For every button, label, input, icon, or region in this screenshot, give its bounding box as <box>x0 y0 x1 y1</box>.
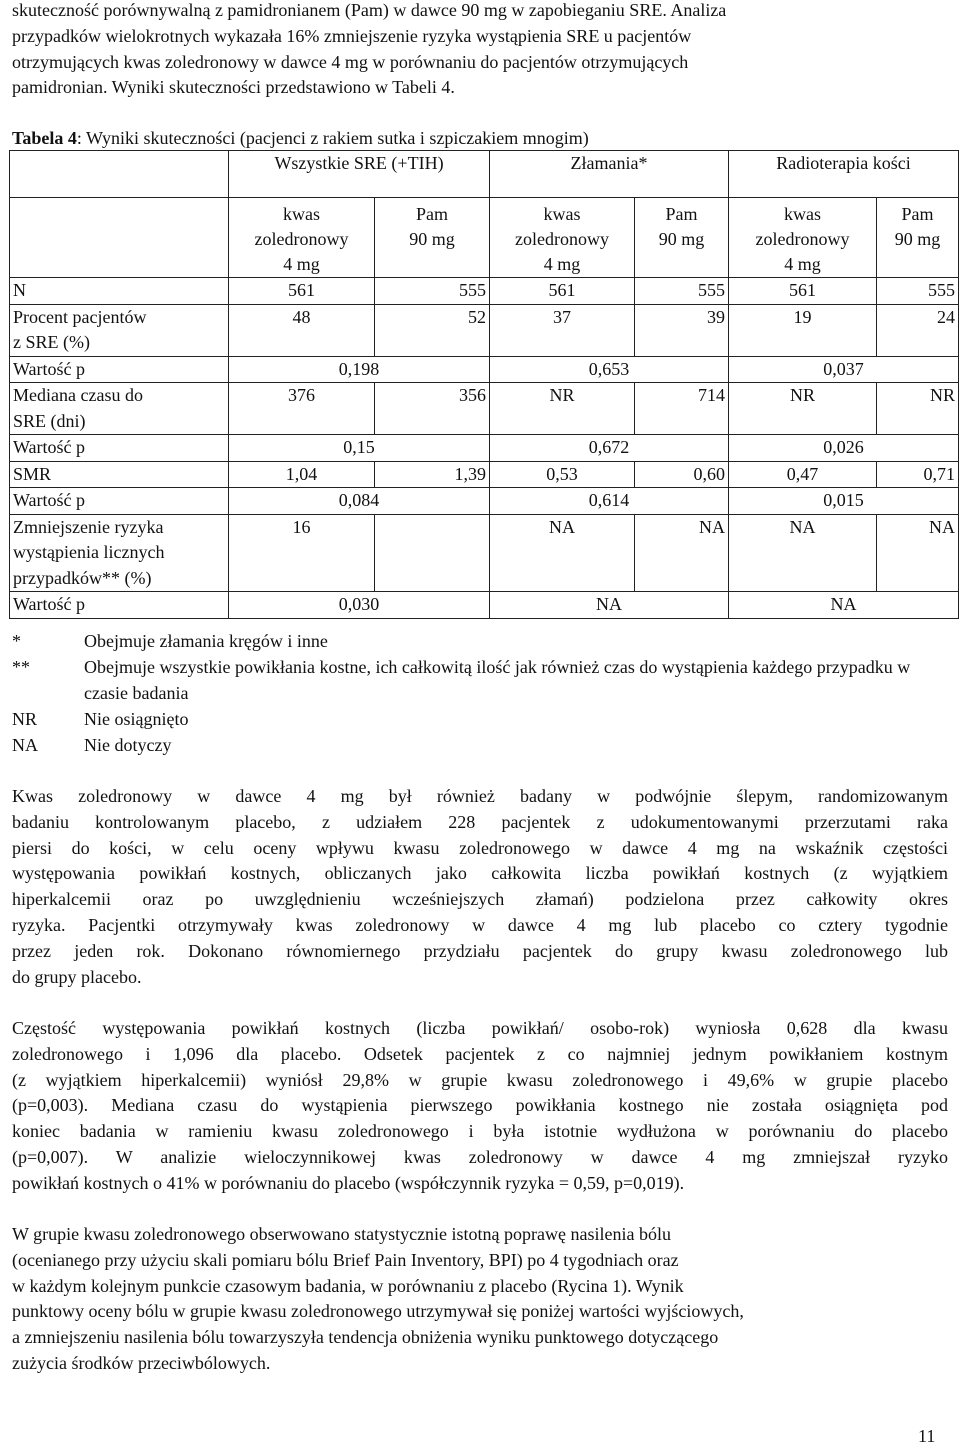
cell-value: 39 <box>707 306 725 327</box>
cell-value: 376 <box>288 385 315 405</box>
row-label-line: SRE (dni) <box>13 410 86 431</box>
row-label-line: przypadków** (%) <box>13 567 152 588</box>
p-value-cell <box>490 592 729 619</box>
value-cell <box>490 278 635 305</box>
table-subheader <box>375 198 490 278</box>
value-cell <box>490 383 635 435</box>
value-cell <box>375 383 490 435</box>
table-subheader-row <box>10 198 959 278</box>
text-line: w każdym kolejnym punkcie czasowym badania, w porównaniu z placebo (Rycina 1). Wynik <box>12 1275 684 1296</box>
footnote-text: Nie osiągnięto <box>84 709 189 729</box>
table-subheader <box>877 198 959 278</box>
value-cell <box>877 514 959 592</box>
value-cell <box>877 461 959 488</box>
text-line: a zmniejszeniu nasilenia bólu towarzyszyła tendencja obniżenia wyniku punktowego dotyczącego <box>12 1327 719 1348</box>
text-line: otrzymujących kwas zoledronowy w dawce 4 mg w porównaniu do pacjentów otrzymujących <box>12 51 689 72</box>
value-cell <box>375 304 490 356</box>
table-row <box>10 356 959 383</box>
cell-value: 0,53 <box>546 463 578 484</box>
intro-paragraph <box>12 0 948 101</box>
cell-value: 561 <box>548 280 576 300</box>
cell-value: 561 <box>288 280 315 300</box>
cell-value: NA <box>789 516 816 537</box>
p-value-cell <box>490 356 729 383</box>
table-row <box>10 278 959 305</box>
p-value-cell <box>729 435 959 462</box>
row-label <box>10 592 229 619</box>
table-subheader <box>635 198 729 278</box>
row-label <box>10 514 229 592</box>
cell-value: NA <box>929 516 955 537</box>
text-line: do grupy placebo. <box>12 966 142 987</box>
group-header-label: Radioterapia kości <box>776 153 911 173</box>
p-value: 0,653 <box>588 358 630 379</box>
p-value: 0,015 <box>823 490 864 510</box>
row-label-line: Zmniejszenie ryzyka <box>13 516 164 537</box>
text-line: skuteczność porównywalną z pamidronianem (Pam) w dawce 90 mg w zapobieganiu SRE. Analiza <box>12 0 727 20</box>
value-cell <box>635 514 729 592</box>
row-label-line: Wartość p <box>13 358 86 379</box>
value-cell <box>729 278 877 305</box>
table-subheader <box>229 198 375 278</box>
row-label-line: N <box>13 280 26 300</box>
value-cell <box>229 383 375 435</box>
text-line: ryzyka. Pacjentki otrzymywały kwas zoledronowy w dawce 4 mg lub placebo co cztery tygodnie <box>12 914 948 935</box>
text-line: (p=0,003). Mediana czasu do wystąpienia pierwszego powikłania kostnego nie została osiągnięta pod <box>12 1095 948 1116</box>
paragraph-pain <box>12 1222 948 1377</box>
value-cell <box>375 514 490 592</box>
cell-value: 48 <box>292 306 311 327</box>
subheader-line: kwas <box>543 204 581 224</box>
value-cell <box>635 278 729 305</box>
cell-value: 555 <box>459 280 486 300</box>
cell-value: NR <box>929 385 955 405</box>
subheader-line: 90 mg <box>894 229 941 249</box>
cell-value: 19 <box>793 306 812 327</box>
p-value: 0,672 <box>588 437 630 457</box>
footnote-key: NA <box>12 735 38 755</box>
table-group-header <box>729 151 959 198</box>
subheader-line: zoledronowy <box>755 229 850 249</box>
table-subheader <box>729 198 877 278</box>
value-cell <box>375 461 490 488</box>
cell-value: 1,39 <box>454 463 486 484</box>
row-label-line: Wartość p <box>13 490 86 510</box>
value-cell <box>729 304 877 356</box>
text-line: punktowy oceny bólu w grupie kwasu zoledronowego utrzymywał się poniżej wartości wyjściowych, <box>12 1301 744 1322</box>
row-label <box>10 278 229 305</box>
p-value: 0,614 <box>588 490 630 510</box>
table-row <box>10 461 959 488</box>
group-header-label: Złamania* <box>570 153 648 173</box>
footnote-key: NR <box>12 709 38 729</box>
subheader-line: 90 mg <box>658 229 705 249</box>
cell-value: 555 <box>698 280 725 300</box>
table-row <box>10 435 959 462</box>
p-value: NA <box>830 594 857 614</box>
row-label-line: Mediana czasu do <box>13 385 143 405</box>
row-label <box>10 461 229 488</box>
row-label-line: wystąpienia licznych <box>13 542 165 562</box>
p-value-cell <box>490 488 729 515</box>
value-cell <box>229 304 375 356</box>
cell-value: NA <box>699 516 725 537</box>
row-label <box>10 383 229 435</box>
table-group-header-row <box>10 151 959 198</box>
subheader-line: 4 mg <box>543 254 581 274</box>
text-line: występowania powikłań kostnych, obliczanych jako całkowita liczba powikłań kostnych (z wyjątkiem <box>12 863 948 884</box>
value-cell <box>490 514 635 592</box>
text-line: piersi do kości, w celu oceny wpływu kwasu zoledronowego w dawce 4 mg na wskaźnik częstości <box>12 837 948 858</box>
cell-value: 52 <box>468 306 486 327</box>
p-value-cell <box>229 488 490 515</box>
table-footnotes <box>12 628 948 758</box>
row-label <box>10 304 229 356</box>
cell-value: 561 <box>789 280 816 300</box>
table-row <box>10 488 959 515</box>
p-value: 0,026 <box>823 437 864 457</box>
table-row <box>10 304 959 356</box>
value-cell <box>229 461 375 488</box>
table-subheader <box>490 198 635 278</box>
footnote <box>12 654 948 706</box>
text-line: Częstość występowania powikłań kostnych (liczba powikłań/ osobo-rok) wyniosła 0,628 dla kwasu <box>12 1018 948 1038</box>
table-subheader-blank <box>10 198 229 278</box>
text-line: przez jeden rok. Dokonano równomiernego przydziału pacjentek do grupy kwasu zoledronowego lub <box>12 940 948 961</box>
value-cell <box>490 304 635 356</box>
cell-value: NR <box>549 385 575 405</box>
value-cell <box>877 304 959 356</box>
subheader-line: Pam <box>415 204 448 224</box>
footnote <box>12 732 948 758</box>
group-header-label: Wszystkie SRE (+TIH) <box>274 153 444 173</box>
footnote <box>12 706 948 732</box>
subheader-line: kwas <box>784 204 821 224</box>
text-line: (z wyjątkiem hiperkalcemii) wyniósł 29,8% w grupie kwasu zoledronowego i 49,6% w grupie placebo <box>12 1069 948 1090</box>
p-value-cell <box>229 356 490 383</box>
table-group-header <box>490 151 729 198</box>
p-value-cell <box>729 488 959 515</box>
text-line: (p=0,007). W analizie wieloczynnikowej kwas zoledronowy w dawce 4 mg zmniejszał ryzyko <box>12 1146 948 1167</box>
row-label-line: Wartość p <box>13 594 86 614</box>
row-label <box>10 356 229 383</box>
row-label-line: Wartość p <box>13 437 86 457</box>
footnote-text: Obejmuje wszystkie powikłania kostne, ich całkowitą ilość jak również czas do wystąpienia każdego przypadku w czasie badania <box>84 657 911 703</box>
table-caption-label: Tabela 4 <box>12 128 77 148</box>
row-label-line: Procent pacjentów <box>13 306 147 327</box>
paragraph-results <box>12 1016 948 1197</box>
table-group-header <box>229 151 490 198</box>
p-value-cell <box>490 435 729 462</box>
text-line: W grupie kwasu zoledronowego obserwowano statystycznie istotną poprawę nasilenia bólu <box>12 1224 671 1244</box>
text-line: badaniu kontrolowanym placebo, z udziałem 228 pacjentek z udokumentowanymi przerzutami raka <box>12 811 948 832</box>
text-line: hiperkalcemii oraz po uwzględnieniu wcześniejszych złamań) podzielona przez całkowity okres <box>12 889 948 910</box>
value-cell <box>877 383 959 435</box>
row-label-line: z SRE (%) <box>13 332 90 352</box>
cell-value: 37 <box>553 306 571 327</box>
cell-value: 555 <box>928 280 955 300</box>
paragraph-study <box>12 784 948 990</box>
table-row <box>10 592 959 619</box>
p-value: 0,15 <box>343 437 375 457</box>
value-cell <box>375 278 490 305</box>
p-value-cell <box>729 592 959 619</box>
cell-value: NA <box>549 516 575 537</box>
value-cell <box>229 278 375 305</box>
footnote-text: Nie dotyczy <box>84 735 172 755</box>
table-row <box>10 383 959 435</box>
p-value: 0,198 <box>338 358 380 379</box>
text-line: koniec badania w ramieniu kwasu zoledronowego i była istotnie wydłużona w porównaniu do placebo <box>12 1121 948 1142</box>
footnote-text: Obejmuje złamania kręgów i inne <box>84 631 328 651</box>
subheader-line: Pam <box>665 204 698 224</box>
p-value-cell <box>229 435 490 462</box>
p-value-cell <box>729 356 959 383</box>
value-cell <box>635 461 729 488</box>
p-value: 0,037 <box>823 358 864 379</box>
value-cell <box>729 383 877 435</box>
value-cell <box>229 514 375 592</box>
cell-value: 0,60 <box>693 463 725 484</box>
cell-value: 0,71 <box>923 463 955 484</box>
footnote-key: * <box>12 631 21 651</box>
results-table <box>9 150 959 619</box>
subheader-line: kwas <box>283 204 320 224</box>
value-cell <box>729 461 877 488</box>
subheader-line: zoledronowy <box>254 229 349 249</box>
table-row <box>10 514 959 592</box>
cell-value: 714 <box>698 385 725 405</box>
p-value: NA <box>596 594 622 614</box>
cell-value: 1,04 <box>285 463 318 484</box>
subheader-line: 4 mg <box>784 254 821 274</box>
table-corner-cell <box>10 151 229 198</box>
subheader-line: 90 mg <box>409 229 455 249</box>
text-line: Kwas zoledronowy w dawce 4 mg był również badany w podwójnie ślepym, randomizowanym <box>12 786 948 806</box>
value-cell <box>729 514 877 592</box>
value-cell <box>877 278 959 305</box>
text-line: pamidronian. Wyniki skuteczności przedstawiono w Tabeli 4. <box>12 77 455 98</box>
p-value: 0,084 <box>338 490 380 510</box>
row-label <box>10 488 229 515</box>
cell-value: NR <box>789 385 815 405</box>
value-cell <box>635 304 729 356</box>
text-line: przypadków wielokrotnych wykazała 16% zmniejszenie ryzyka wystąpienia SRE u pacjentów <box>12 25 692 46</box>
text-line: (ocenianego przy użyciu skali pomiaru bólu Brief Pain Inventory, BPI) po 4 tygodniach oraz <box>12 1249 679 1270</box>
footnote <box>12 628 948 654</box>
cell-value: 356 <box>459 385 486 405</box>
table-caption-text: : Wyniki skuteczności (pacjenci z rakiem sutka i szpiczakiem mnogim) <box>76 128 589 148</box>
cell-value: 24 <box>937 306 955 327</box>
subheader-line: Pam <box>901 204 934 224</box>
text-line: zużycia środków przeciwbólowych. <box>12 1352 271 1373</box>
value-cell <box>490 461 635 488</box>
table-caption <box>12 128 589 149</box>
row-label-line: SMR <box>13 463 52 484</box>
subheader-line: 4 mg <box>283 254 320 274</box>
page-number: 11 <box>918 1426 936 1446</box>
cell-value: 0,47 <box>786 463 819 484</box>
p-value: 0,030 <box>338 594 380 614</box>
subheader-line: zoledronowy <box>515 229 609 249</box>
value-cell <box>635 383 729 435</box>
text-line: zoledronowego i 1,096 dla placebo. Odsetek pacjentek z co najmniej jednym powikłaniem kostnym <box>12 1043 948 1064</box>
row-label <box>10 435 229 462</box>
cell-value: 16 <box>292 516 311 537</box>
footnote-key: ** <box>12 657 30 677</box>
p-value-cell <box>229 592 490 619</box>
text-line: powikłań kostnych o 41% w porównaniu do placebo (współczynnik ryzyka = 0,59, p=0,019). <box>12 1172 685 1193</box>
